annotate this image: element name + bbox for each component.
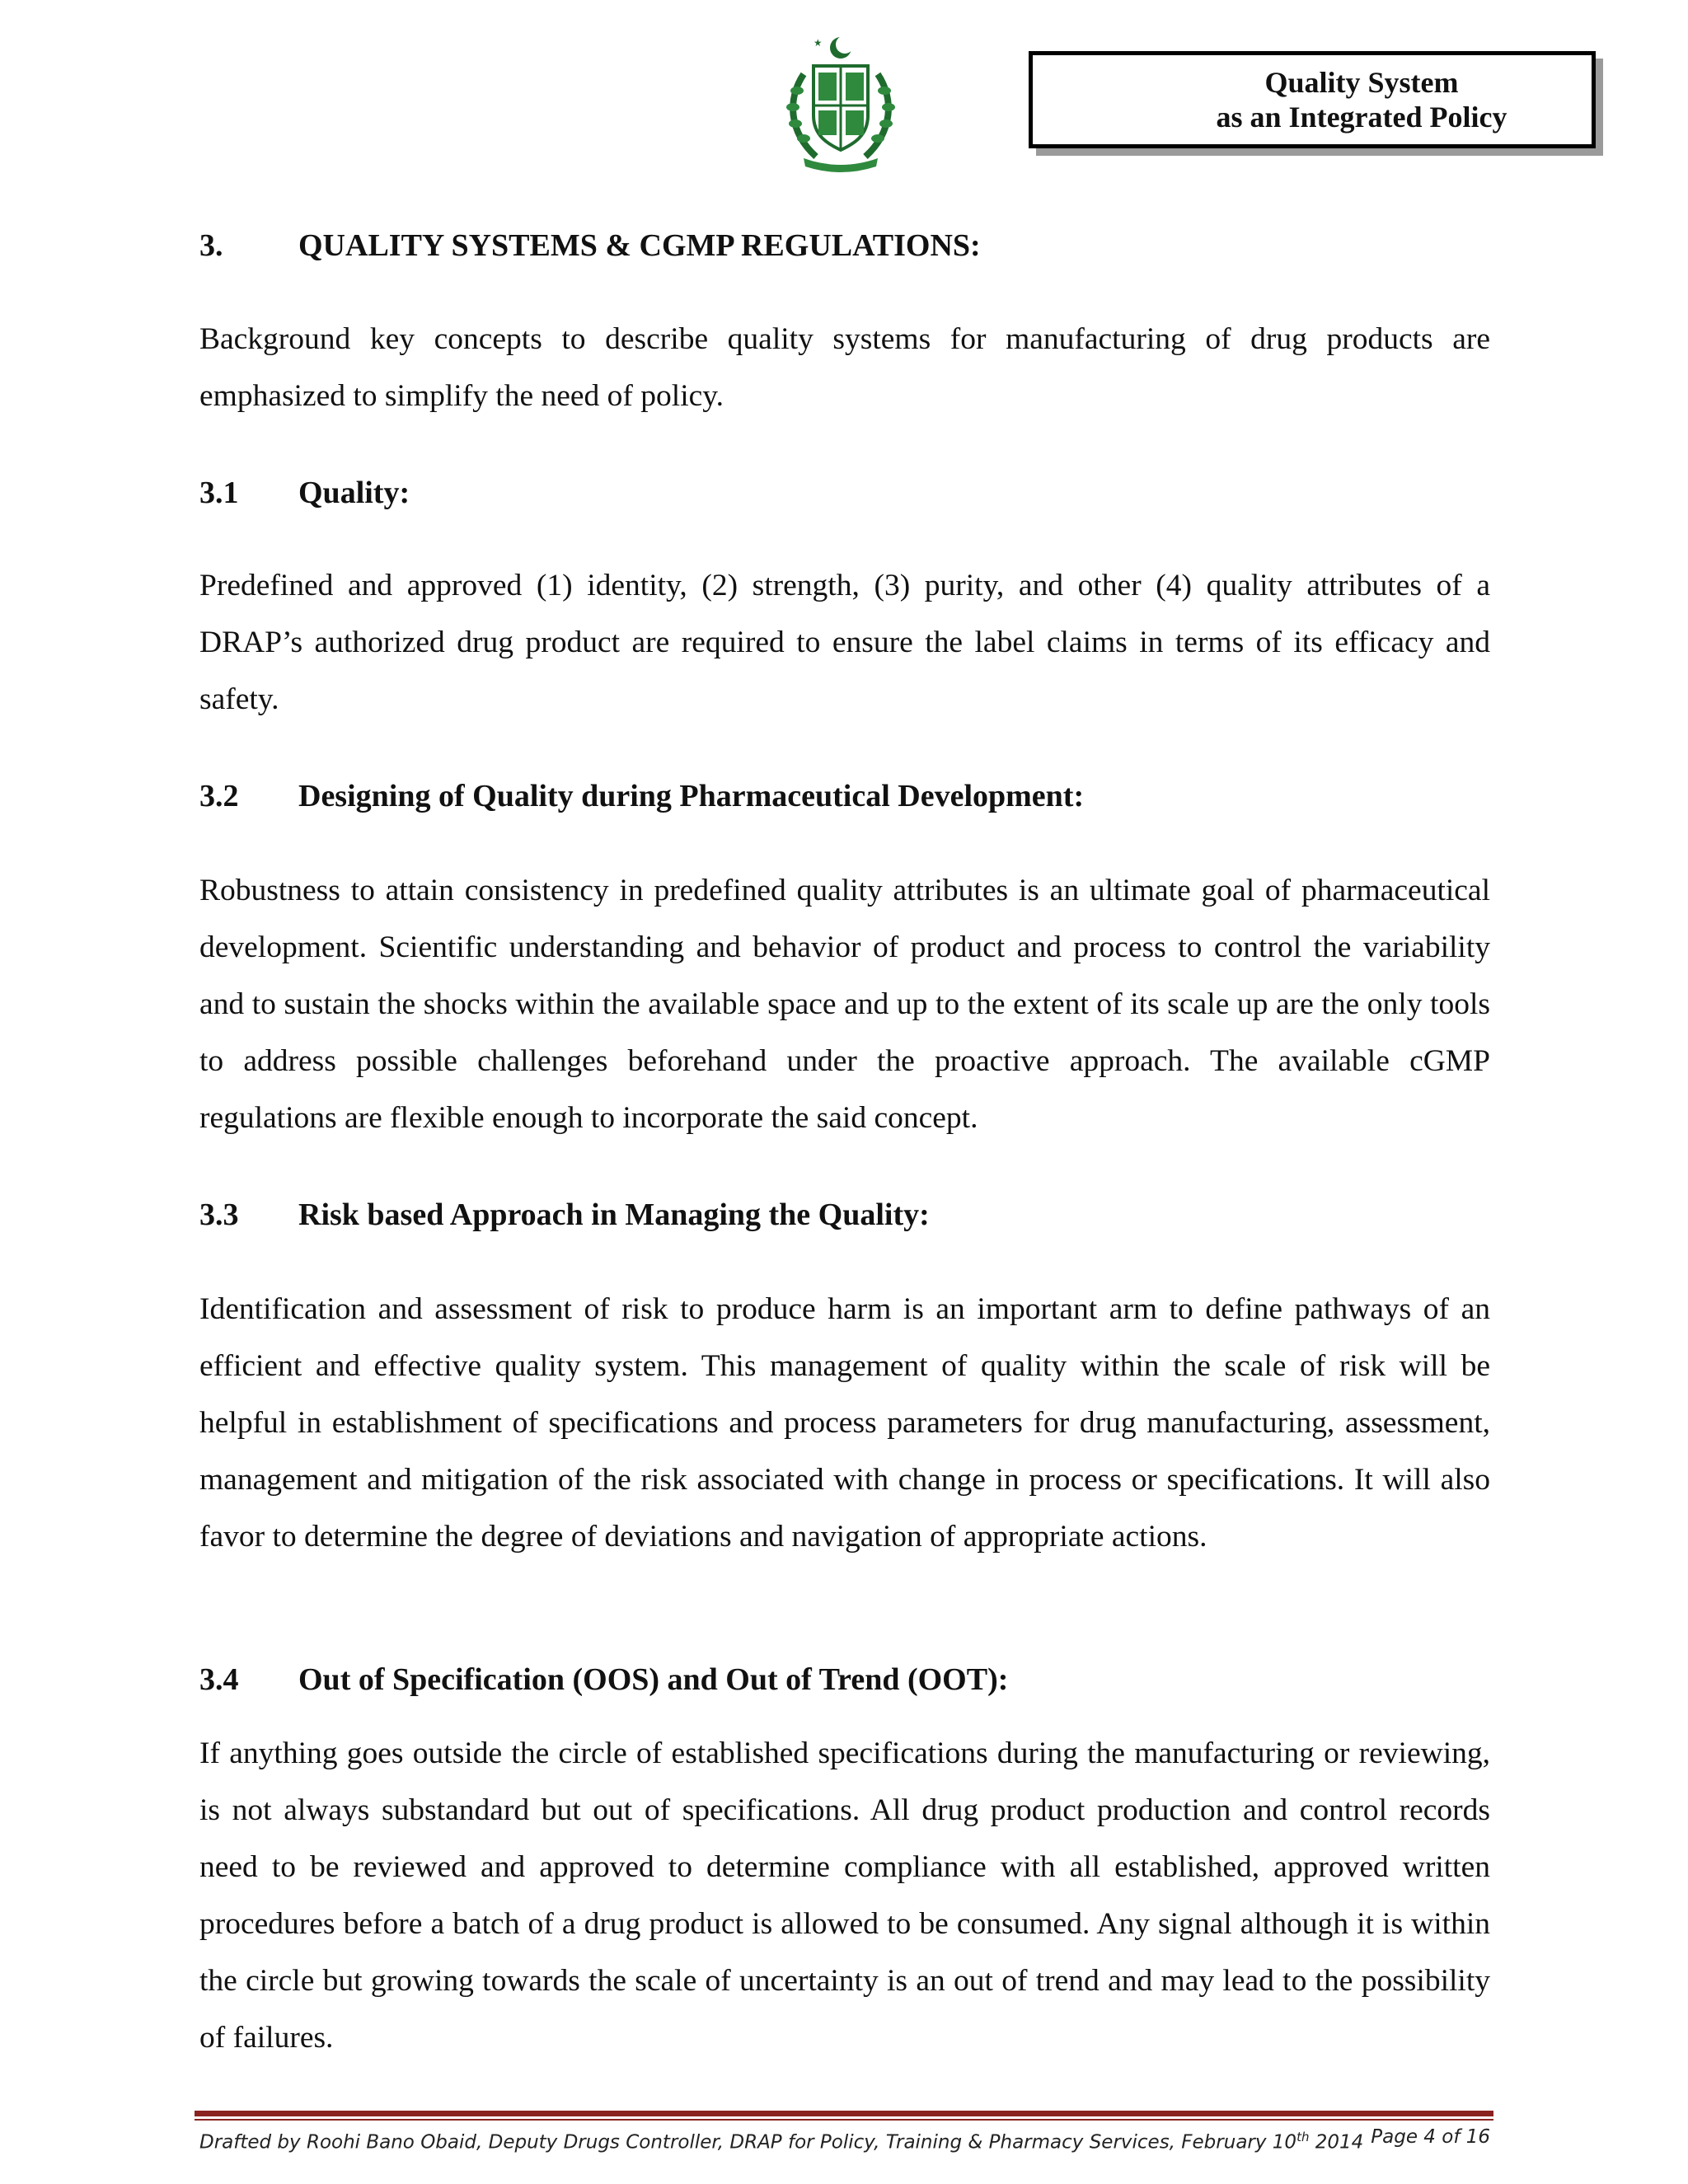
section-title: Risk based Approach in Managing the Quality:: [298, 1197, 930, 1232]
section-body: Identification and assessment of risk to produce harm is an important arm to define pathways of an efficient and effective quality system. This management of quality within the scale of risk will be helpful in establishment of specifications and process parameters for drug manufacturing, assessment, management and mitigation of the risk associated with change in process or specifications. It will also favor to determine the degree of deviations and navigation of appropriate actions.: [199, 1292, 1490, 1554]
footer-divider-thin: [195, 2119, 1493, 2121]
section-number: 3.: [199, 228, 223, 263]
section-number: 3.2: [199, 779, 239, 813]
section-body: Robustness to attain consistency in predefined quality attributes is an ultimate goal of pharmaceutical development. Scientific understanding and behavior of product and process to control the variability and to sustain the shocks within the available space and up to the extent of its scale up are the only tools to address possible challenges beforehand under the proactive approach. The available cGMP regulations are flexible enough to incorporate the said concept.: [199, 874, 1490, 1135]
header-line-1: Quality System: [1264, 66, 1459, 99]
section-number: 3.3: [199, 1197, 239, 1232]
footer-attribution: Drafted by Roohi Bano Obaid, Deputy Drugs Controller, DRAP for Policy, Training & Pharmacy Services, February 10th 2014: [199, 2130, 1364, 2154]
footer-divider: [195, 2111, 1493, 2116]
pakistan-state-emblem-icon: [779, 33, 903, 173]
section-body: If anything goes outside the circle of established specifications during the manufacturing or reviewing, is not always substandard but out of specifications. All drug product production and control records need to be reviewed and approved to determine compliance with all established, approved written procedures before a batch of a drug product is allowed to be consumed. Any signal although it is within the circle but growing towards the scale of uncertainty is an out of trend and may lead to the possibility of failures.: [199, 1736, 1490, 2055]
section-number: 3.4: [199, 1662, 239, 1697]
section-title: Out of Specification (OOS) and Out of Trend (OOT):: [298, 1662, 1009, 1697]
header-line-2: as an Integrated Policy: [1216, 101, 1507, 134]
section-title: Designing of Quality during Pharmaceutical Development:: [298, 779, 1085, 813]
section-heading: [199, 227, 981, 264]
section-heading: [199, 778, 1084, 814]
section-number: 3.1: [199, 476, 239, 510]
section-heading: [199, 1661, 1008, 1698]
page-number: Page 4 of 16: [1371, 2126, 1490, 2148]
section-heading: [199, 1197, 930, 1233]
section-body: Background key concepts to describe quality systems for manufacturing of drug products are emphasized to simplify the need of policy.: [199, 322, 1490, 413]
section-heading: [199, 475, 410, 511]
document-header-box: [1029, 51, 1596, 148]
section-body: Predefined and approved (1) identity, (2) strength, (3) purity, and other (4) quality attributes of a DRAP’s authorized drug product are required to ensure the label claims in terms of its efficacy and safety.: [199, 569, 1490, 716]
section-title: QUALITY SYSTEMS & CGMP REGULATIONS:: [298, 228, 981, 263]
section-title: Quality:: [298, 476, 410, 510]
